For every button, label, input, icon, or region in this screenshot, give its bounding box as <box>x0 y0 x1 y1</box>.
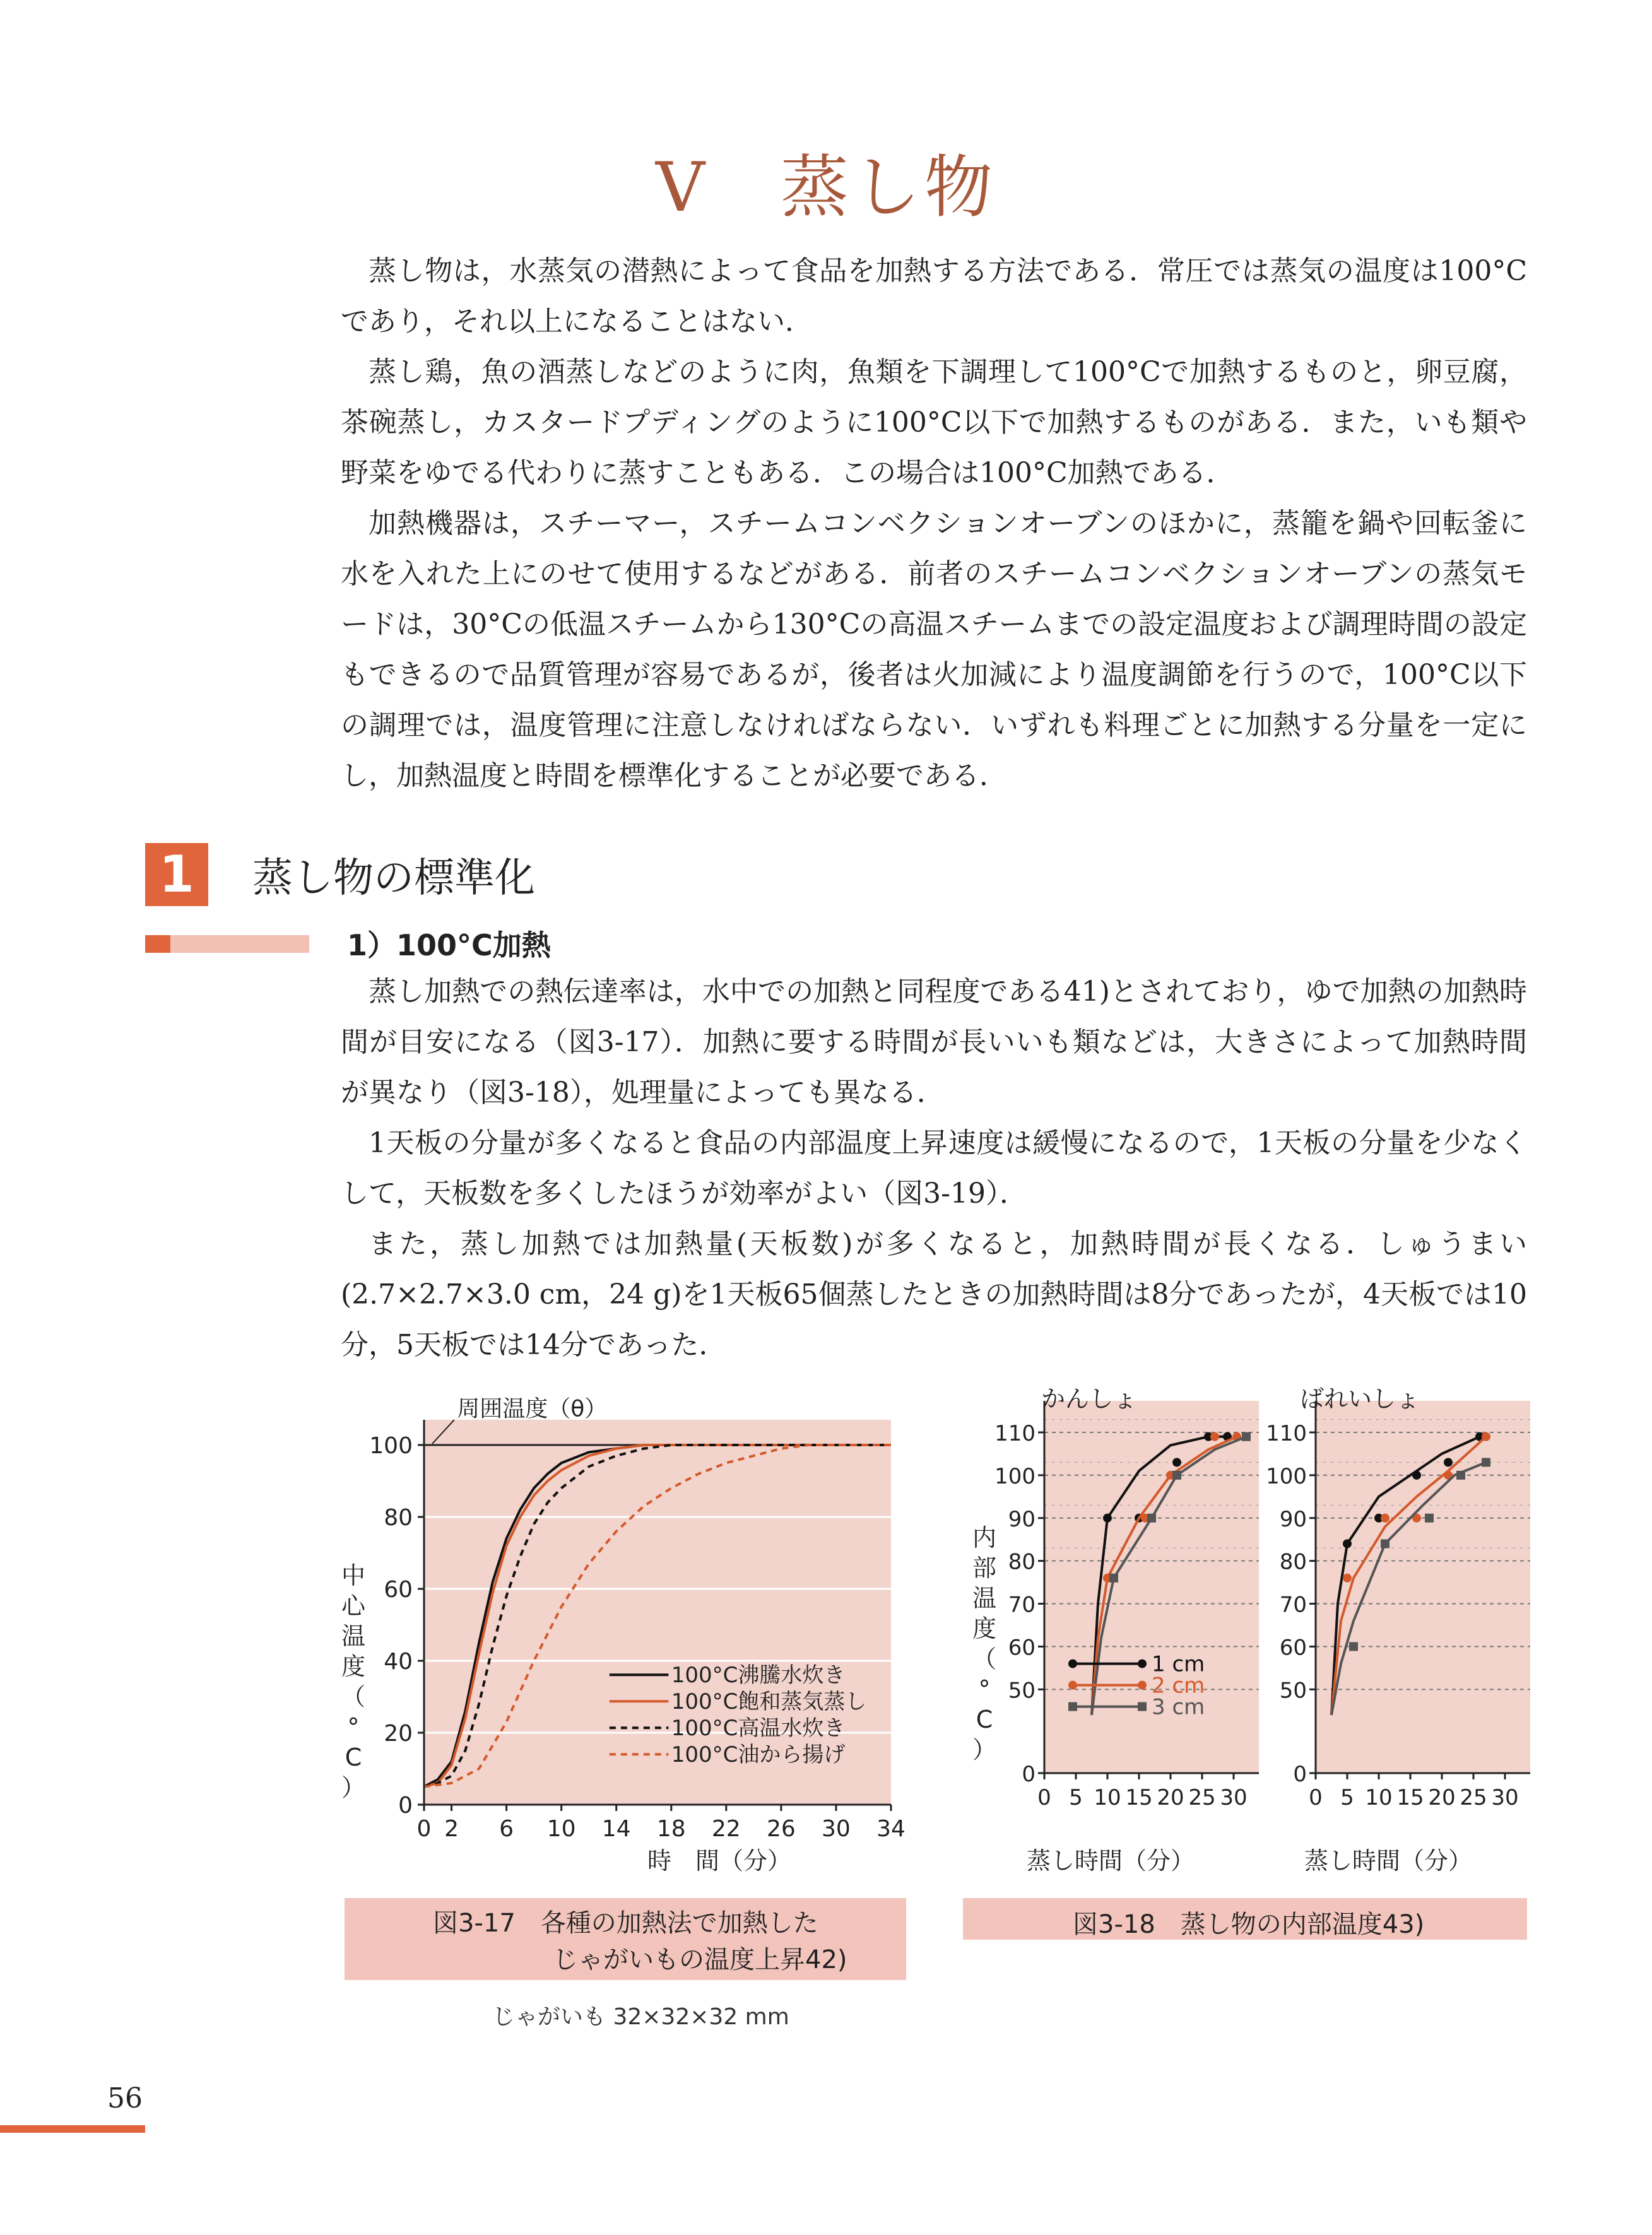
ambient-temperature-annotation: 周囲温度（θ） <box>457 1396 608 1422</box>
x-axis-label: 蒸し時間（分） <box>1304 1847 1473 1875</box>
data-point <box>1343 1574 1352 1583</box>
x-tick-label: 25 <box>1460 1785 1487 1810</box>
caption-line: じゃがいもの温度上昇42) <box>553 1945 847 1974</box>
legend-entry: 100°C高温水炊き <box>671 1716 846 1742</box>
y-tick-label: 0 <box>1022 1762 1035 1787</box>
data-point <box>1425 1514 1434 1523</box>
legend-entry: 100°C飽和蒸気蒸し <box>671 1689 867 1715</box>
x-tick-label: 18 <box>656 1816 686 1842</box>
legend-marker <box>1138 1660 1147 1668</box>
data-point <box>1412 1471 1421 1480</box>
legend-marker <box>1068 1702 1077 1711</box>
data-point <box>1147 1514 1156 1523</box>
x-tick-label: 22 <box>711 1816 741 1842</box>
x-tick-label: 5 <box>1340 1785 1354 1810</box>
y-tick-label: 100 <box>1266 1463 1307 1489</box>
body-paragraph: また，蒸し加熱では加熱量(天板数)が多くなると，加熱時間が長くなる．しゅうまい(2.7×2.7×3.0 cm，24 g)を1天板65個蒸したときの加熱時間は8分であったが，4天板では10分，5天板では14分であった． <box>341 1228 1527 1361</box>
data-point <box>1172 1471 1181 1480</box>
data-point <box>1172 1458 1181 1467</box>
x-tick-label: 0 <box>416 1816 432 1842</box>
data-point <box>1210 1432 1219 1441</box>
data-point <box>1349 1642 1358 1651</box>
subsection-title: 1）100°C加熱 <box>347 928 551 962</box>
y-axis-label: 中心温度（° C ） <box>341 1562 366 1802</box>
x-tick-label: 14 <box>601 1816 631 1842</box>
x-tick-label: 0 <box>1037 1785 1051 1810</box>
y-tick-label: 20 <box>384 1721 413 1747</box>
body-paragraph: 1天板の分量が多くなると食品の内部温度上昇速度は緩慢になるので，1天板の分量を少なくして，天板数を多くしたほうが効率がよい（図3-19）． <box>341 1127 1527 1210</box>
chapter-title: V 蒸し物 <box>656 148 996 227</box>
caption-line: 図3-17 各種の加熱法で加熱した <box>433 1909 818 1938</box>
y-tick-label: 0 <box>398 1793 413 1819</box>
y-tick-label: 40 <box>384 1649 413 1675</box>
x-tick-label: 2 <box>444 1816 459 1842</box>
figure-3-17-chart <box>316 1395 921 1880</box>
legend-entry: 1 cm <box>1152 1651 1205 1677</box>
legend-entry: 100°C沸騰水炊き <box>671 1663 846 1689</box>
legend-marker <box>1138 1702 1147 1711</box>
x-tick-label: 30 <box>822 1816 851 1842</box>
x-tick-label: 20 <box>1157 1785 1184 1810</box>
y-tick-label: 90 <box>1008 1506 1035 1532</box>
x-tick-label: 15 <box>1125 1785 1153 1810</box>
figure-3-17-note: じゃがいも 32×32×32 mm <box>492 2004 789 2030</box>
intro-text <box>341 246 1527 801</box>
x-tick-label: 30 <box>1220 1785 1248 1810</box>
y-tick-label: 100 <box>994 1463 1035 1489</box>
x-tick-label: 20 <box>1428 1785 1456 1810</box>
legend-marker <box>1138 1681 1147 1690</box>
data-point <box>1343 1540 1352 1548</box>
data-point <box>1381 1514 1389 1523</box>
y-tick-label: 80 <box>1008 1549 1035 1575</box>
data-point <box>1242 1432 1251 1441</box>
x-tick-label: 26 <box>766 1816 796 1842</box>
y-tick-label: 90 <box>1279 1506 1307 1532</box>
x-tick-label: 10 <box>1365 1785 1393 1810</box>
data-point <box>1109 1574 1118 1583</box>
page-number: 56 <box>107 2082 143 2114</box>
y-tick-label: 50 <box>1279 1678 1307 1704</box>
intro-paragraph: 加熱機器は，スチーマー，スチームコンベクションオーブンのほかに，蒸籠を鍋や回転釜に水を入れた上にのせて使用するなどがある．前者のスチームコンベクションオーブンの蒸気モードは，30°Cの低温スチームから130°Cの高温スチームまでの設定温度および調理時間の設定もできるので品質管理が容易であるが，後者は火加減により温度調節を行うので，100°C以下の調理では，温度管理に注意しなければならない．いずれも料理ごとに加熱する分量を一定にし，加熱温度と時間を標準化することが必要である． <box>341 507 1527 792</box>
legend-entry: 2 cm <box>1152 1673 1205 1699</box>
y-tick-label: 100 <box>369 1433 413 1459</box>
y-tick-label: 80 <box>1279 1549 1307 1575</box>
body-paragraph: 蒸し加熱での熱伝達率は，水中での加熱と同程度である41)とされており，ゆで加熱の加熱時間が目安になる（図3-17）．加熱に要する時間が長いいも類などは，大きさによって加熱時間が異なり（図3-18），処理量によっても異なる． <box>341 976 1527 1109</box>
caption-line: 図3-18 蒸し物の内部温度43) <box>1073 1910 1425 1939</box>
subsection-marker-bar <box>170 935 309 953</box>
y-tick-label: 110 <box>994 1421 1035 1446</box>
x-tick-label: 25 <box>1188 1785 1216 1810</box>
section-number-badge: 1 <box>145 843 208 906</box>
legend-marker <box>1068 1681 1077 1690</box>
data-point <box>1444 1458 1453 1467</box>
y-tick-label: 60 <box>1279 1635 1307 1661</box>
data-point <box>1482 1432 1490 1441</box>
y-tick-label: 60 <box>384 1577 413 1603</box>
y-tick-label: 50 <box>1008 1678 1035 1704</box>
x-tick-label: 15 <box>1396 1785 1424 1810</box>
x-tick-label: 0 <box>1309 1785 1323 1810</box>
plot-background <box>1316 1401 1530 1773</box>
x-axis-label: 時 間（分） <box>647 1847 792 1875</box>
x-tick-label: 10 <box>1094 1785 1121 1810</box>
x-tick-label: 5 <box>1069 1785 1083 1810</box>
panel-title-kansho: かんしょ <box>1041 1385 1138 1413</box>
data-point <box>1103 1514 1112 1523</box>
data-point <box>1456 1471 1465 1480</box>
legend-entry: 3 cm <box>1152 1694 1205 1720</box>
figure-3-17-caption <box>345 1898 906 1980</box>
intro-paragraph: 蒸し鶏，魚の酒蒸しなどのように肉，魚類を下調理して100°Cで加熱するものと，卵豆腐，茶碗蒸し，カスタードプディングのように100°C以下で加熱するものがある．また，いも類や野菜をゆでる代わりに蒸すこともある．この場合は100°C加熱である． <box>341 356 1527 489</box>
page-footer-rule <box>0 2125 145 2133</box>
y-tick-label: 110 <box>1266 1421 1307 1446</box>
subsection-marker <box>145 935 170 953</box>
data-point <box>1482 1458 1490 1467</box>
y-tick-label: 0 <box>1293 1762 1307 1787</box>
legend-entry: 100°C油から揚げ <box>671 1742 846 1768</box>
y-tick-label: 80 <box>384 1505 413 1531</box>
y-tick-label: 60 <box>1008 1635 1035 1661</box>
x-axis-label: 蒸し時間（分） <box>1026 1847 1195 1875</box>
legend-marker <box>1068 1660 1077 1668</box>
data-point <box>1381 1540 1389 1548</box>
body-text <box>341 967 1527 1371</box>
y-axis-label: 内部温度（° C ） <box>972 1524 997 1764</box>
section-title: 蒸し物の標準化 <box>252 855 535 902</box>
figure-3-18-chart <box>959 1376 1540 1880</box>
x-tick-label: 6 <box>499 1816 514 1842</box>
panel-title-bareisho: ばれいしょ <box>1300 1385 1420 1413</box>
x-tick-label: 30 <box>1491 1785 1519 1810</box>
x-tick-label: 34 <box>876 1816 906 1842</box>
x-tick-label: 10 <box>546 1816 576 1842</box>
y-tick-label: 70 <box>1279 1592 1307 1618</box>
intro-paragraph: 蒸し物は，水蒸気の潜熱によって食品を加熱する方法である．常圧では蒸気の温度は100°Cであり，それ以上になることはない． <box>341 255 1527 338</box>
y-tick-label: 70 <box>1008 1592 1035 1618</box>
figure-3-18-caption <box>963 1898 1527 1940</box>
